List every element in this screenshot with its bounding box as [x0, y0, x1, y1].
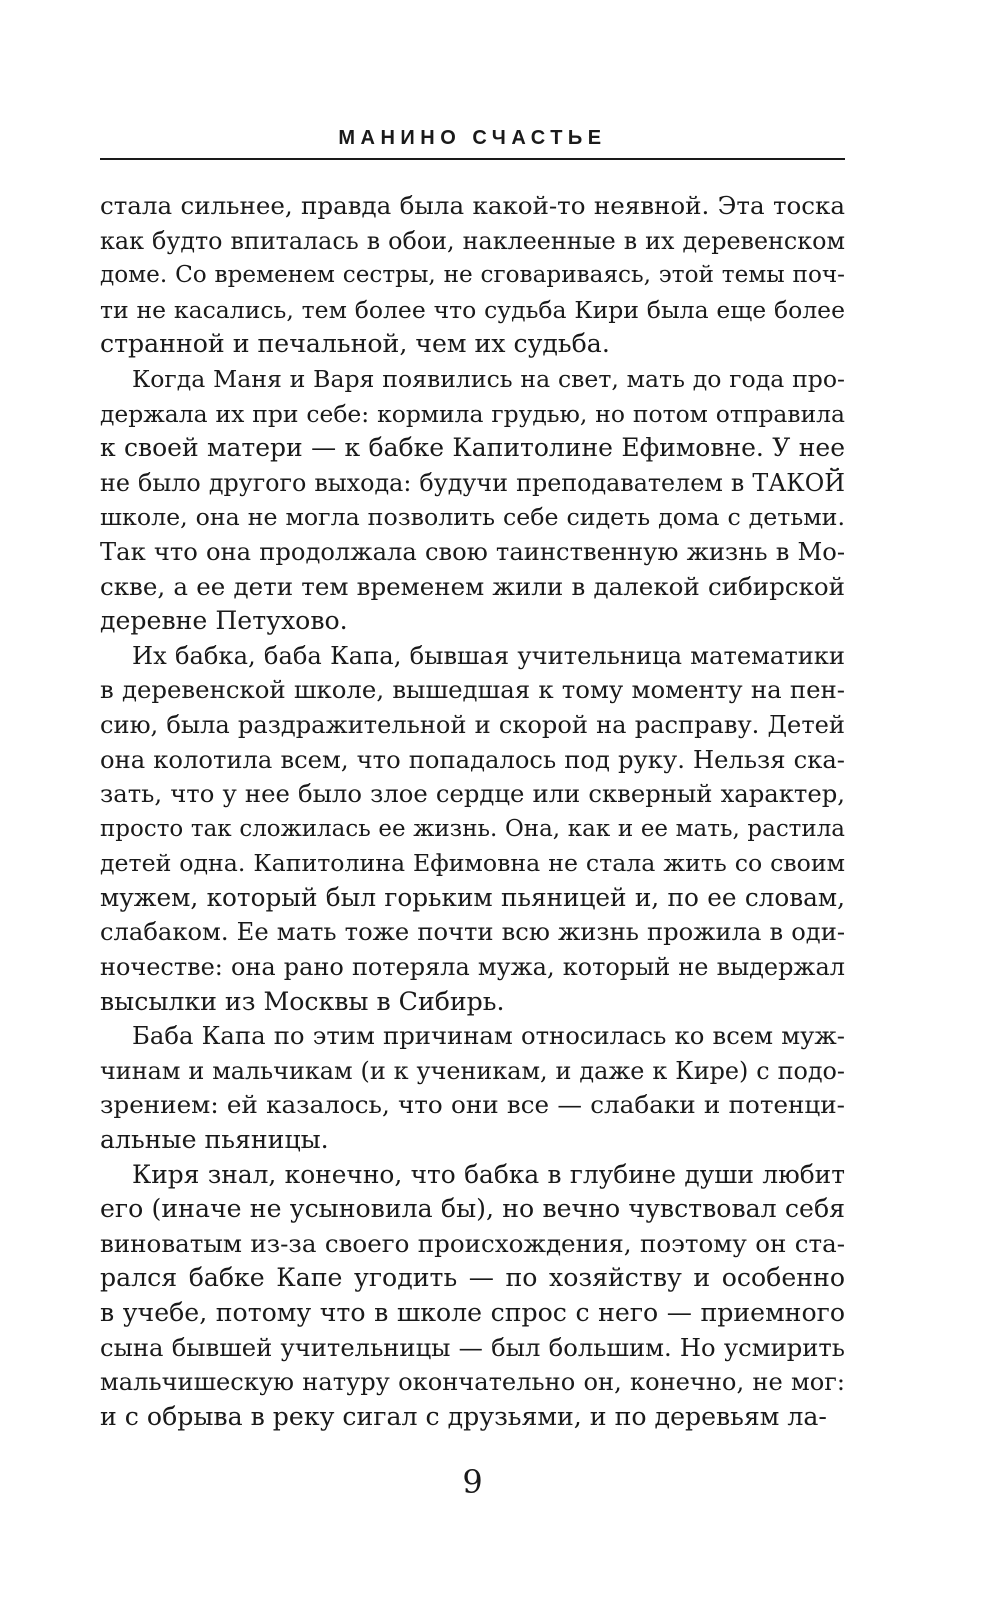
- text-line: Баба Капа по этим причинам относилась ко всем муж-: [132, 1021, 845, 1051]
- text-line: к своей матери — к бабке Капитолине Ефимовне. У нее: [100, 433, 845, 463]
- text-line: альные пьяницы.: [100, 1125, 329, 1155]
- text-line: рался бабке Капе угодить — по хозяйству и особенно: [100, 1263, 845, 1293]
- paragraph: [100, 1158, 845, 1435]
- text-line: зрением: ей казалось, что они все — слабаки и потенци-: [100, 1090, 845, 1120]
- text-line: стала сильнее, правда была какой-то неявной. Эта тоска: [100, 191, 845, 220]
- text-line: доме. Со временем сестры, не сговариваясь, этой темы поч-: [100, 262, 845, 289]
- text-line: как будто впиталась в обои, наклеенные в их деревенском: [100, 226, 845, 255]
- paragraph: [100, 639, 845, 1020]
- text-line: сию, была раздражительной и скорой на расправу. Детей: [100, 710, 845, 739]
- text-line: деревне Петухово.: [100, 606, 348, 636]
- text-line: ночестве: она рано потеряла мужа, который не выдержал: [100, 953, 845, 982]
- text-line: виноватым из-за своего происхождения, поэтому он ста-: [100, 1228, 845, 1258]
- text-line: Когда Маня и Варя появились на свет, мать до года про-: [132, 364, 845, 393]
- text-line: странной и печальной, чем их судьба.: [100, 329, 610, 359]
- text-line: ти не касались, тем более что судьба Кири была еще более: [100, 295, 845, 324]
- text-line: мальчишескую натуру окончательно он, конечно, не мог:: [100, 1368, 845, 1397]
- paragraph: [100, 189, 845, 362]
- paragraph: [100, 362, 845, 639]
- text-line: школе, она не могла позволить себе сидеть дома с детьми.: [100, 503, 845, 532]
- text-line: сына бывшей учительницы — был большим. Но усмирить: [100, 1332, 845, 1362]
- text-line: его (иначе не усыновила бы), но вечно чувствовал себя: [100, 1194, 845, 1224]
- text-line: Так что она продолжала свою таинственную жизнь в Мо-: [100, 537, 845, 566]
- text-line: чинам и мальчикам (и к ученикам, и даже к Кире) с подо-: [100, 1056, 845, 1085]
- text-line: в деревенской школе, вышедшая к тому моменту на пен-: [100, 675, 845, 705]
- text-line: она колотила всем, что попадалось под руку. Нельзя ска-: [100, 745, 845, 774]
- text-line: высылки из Москвы в Сибирь.: [100, 986, 505, 1016]
- body-text: [100, 189, 845, 1434]
- header-rule: [100, 158, 845, 160]
- paragraph: [100, 1019, 845, 1157]
- text-line: детей одна. Капитолина Ефимовна не стала жить со своим: [100, 849, 845, 878]
- page-number: 9: [462, 1463, 483, 1501]
- text-line: не было другого выхода: будучи преподавателем в ТАКОЙ: [100, 468, 845, 497]
- text-line: мужем, который был горьким пьяницей и, по ее словам,: [100, 882, 845, 912]
- text-line: просто так сложилась ее жизнь. Она, как и ее мать, растила: [100, 815, 845, 842]
- text-line: зать, что у нее было злое сердце или скверный характер,: [100, 779, 845, 809]
- text-line: и с обрыва в реку сигал с друзьями, и по деревьям ла-: [100, 1401, 827, 1431]
- text-line: Их бабка, баба Капа, бывшая учительница математики: [132, 641, 845, 670]
- text-line: слабаком. Ее мать тоже почти всю жизнь прожила в оди-: [100, 918, 845, 947]
- text-line: Киря знал, конечно, что бабка в глубине души любит: [132, 1159, 845, 1189]
- text-line: держала их при себе: кормила грудью, но потом отправила: [100, 399, 845, 428]
- text-line: скве, а ее дети тем временем жили в далекой сибирской: [100, 571, 845, 601]
- text-line: в учебе, потому что в школе спрос с него — приемного: [100, 1298, 845, 1327]
- running-head-title: МАНИНО СЧАСТЬЕ: [338, 127, 607, 149]
